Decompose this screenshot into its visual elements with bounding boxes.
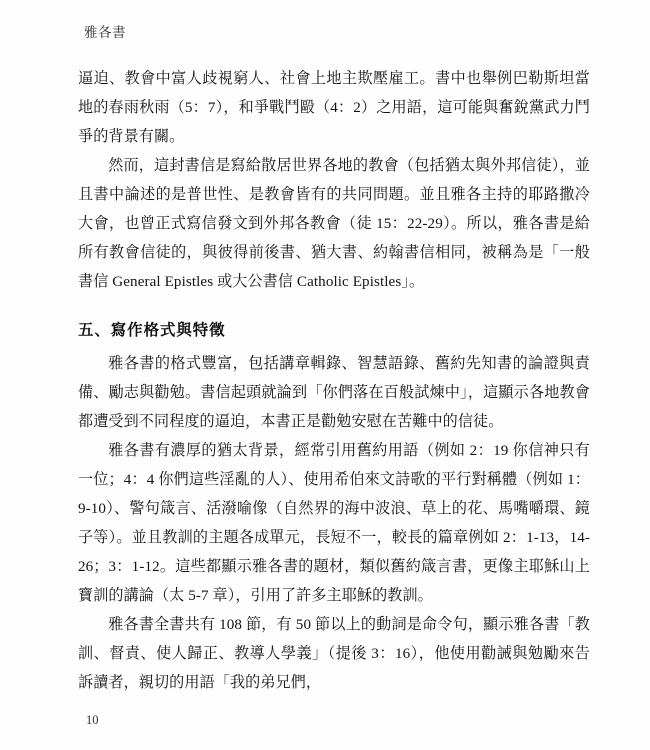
paragraph-3: 雅各書的格式豐富，包括講章輯錄、智慧語錄、舊約先知書的論證與責備、勵志與勸勉。書信起頭就論到「你們落在百般試煉中」，這顯示各地教會都遭受到不同程度的逼迫，本書正是勸勉安慰在苦難中的信徒。 bbox=[78, 356, 590, 431]
body-text-column bbox=[78, 65, 590, 698]
paragraph-2: 然而，這封書信是寫給散居世界各地的教會（包括猶太與外邦信徒），並且書中論述的是普世性、是教會皆有的共同問題。並且雅各主持的耶路撒冷大會，也曾正式寫信發文到外邦各教會（徒 15：22-29）。所以，雅各書是給所有教會信徒的，與彼得前後書、猶大書、約翰書信相同，被稱為是「一般書信 General Epistles 或大公書信 Catholic Epistles」。 bbox=[78, 157, 590, 290]
running-head: 雅各書 bbox=[84, 25, 126, 40]
section-heading-5: 五、寫作格式與特徵 bbox=[78, 321, 226, 339]
paragraph-5: 雅各書全書共有 108 節，有 50 節以上的動詞是命令句，顯示雅各書「教訓、督責、使人歸正、教導人學義」（提後 3：16），他使用勸誡與勉勵來告訴讀者，親切的用語「我的弟兄們， bbox=[78, 617, 590, 692]
paragraph-4: 雅各書有濃厚的猶太背景，經常引用舊約用語（例如 2：19 你信神只有一位；4：4 你們這些淫亂的人）、使用希伯來文詩歌的平行對稱體（例如 1：9-10）、警句箴言、活潑喻像（自然界的海中波浪、草上的花、馬嘴嚼環、鏡子等）。並且教訓的主題各成單元，長短不一，較長的篇章例如 2：1-13，14-26；3：1-12。這些都顯示雅各書的題材，類似舊約箴言書，更像主耶穌山上寶訓的講論（太 5-7 章），引用了許多主耶穌的教訓。 bbox=[78, 443, 590, 605]
paragraph-1: 逼迫、教會中富人歧視窮人、社會上地主欺壓雇工。書中也舉例巴勒斯坦當地的春雨秋雨（5：7），和爭戰鬥毆（4：2）之用語，這可能與奮銳黨武力鬥爭的背景有關。 bbox=[78, 70, 590, 145]
page-number: 10 bbox=[86, 713, 99, 727]
